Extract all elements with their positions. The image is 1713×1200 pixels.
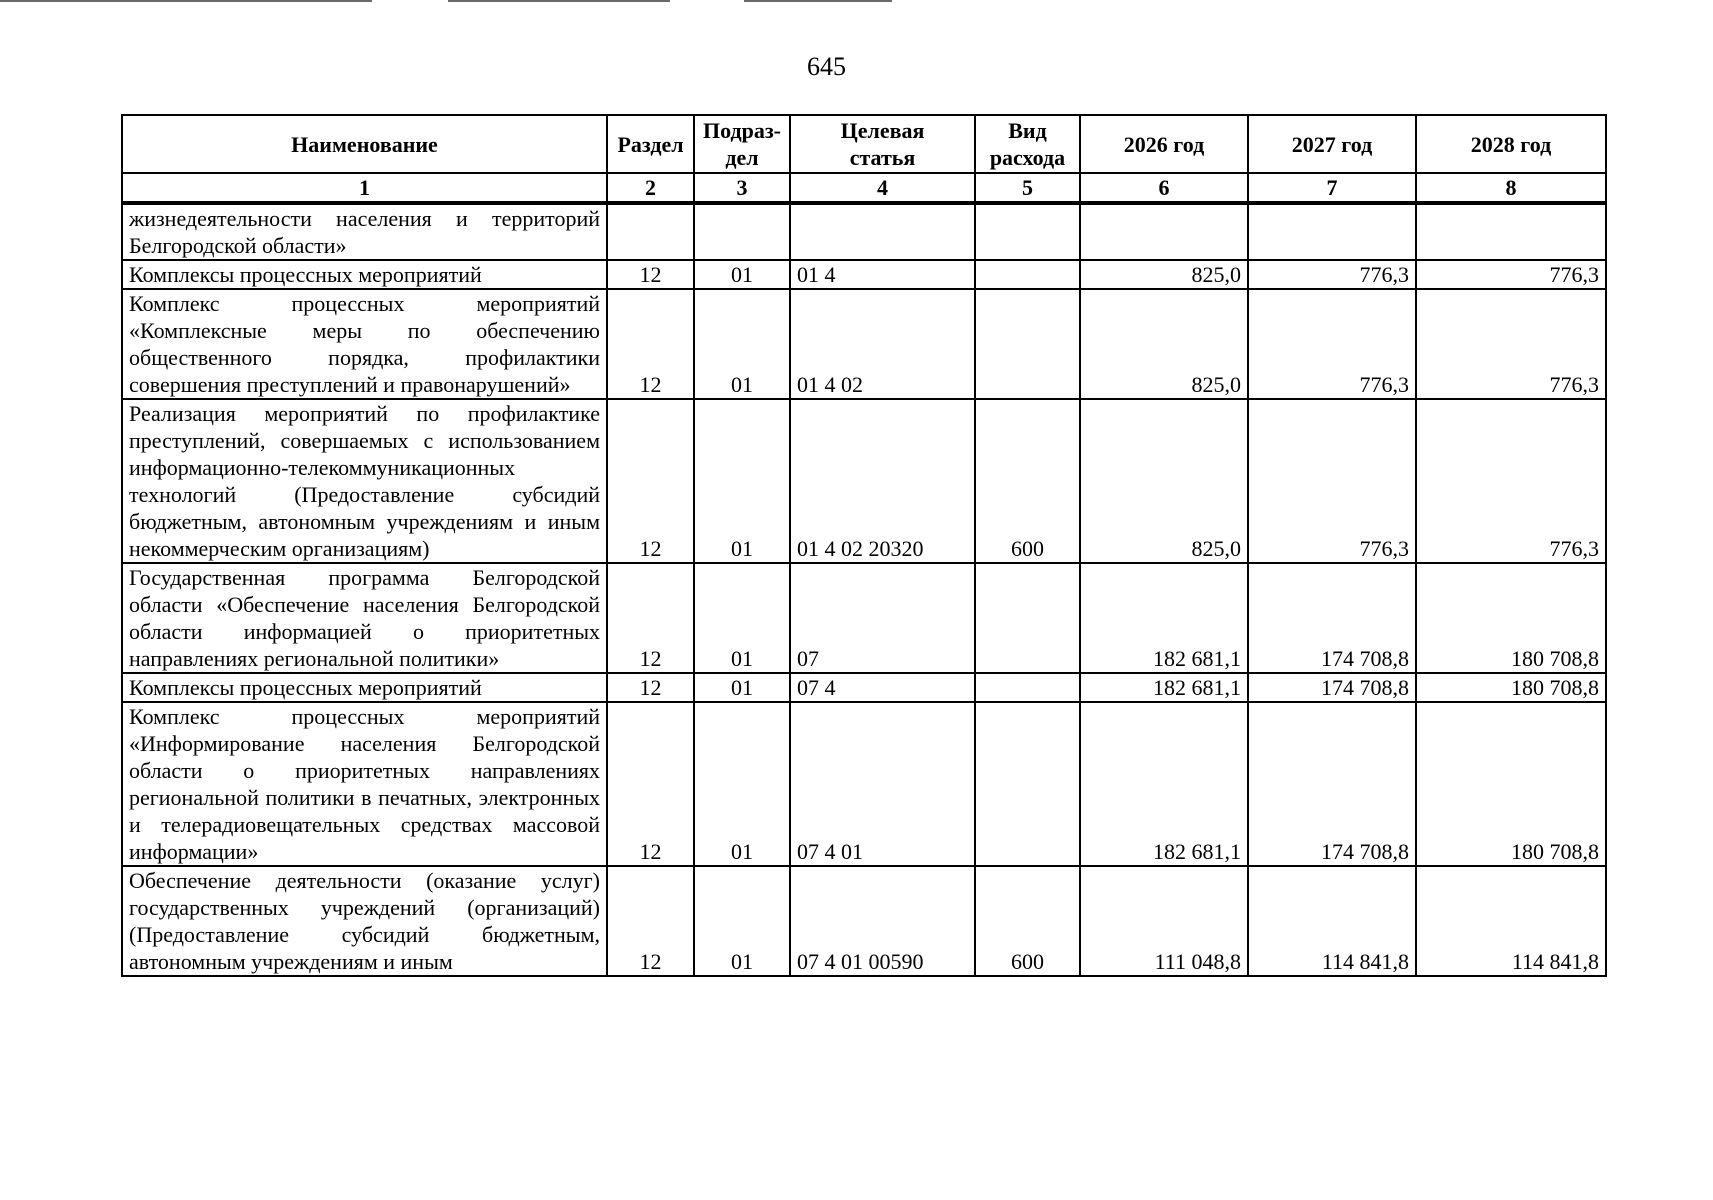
header-year-2028: 2028 год	[1416, 115, 1606, 173]
column-number: 3	[694, 173, 790, 203]
table-row	[122, 563, 1606, 673]
table-row	[122, 399, 1606, 563]
row-expense-type: 600	[975, 866, 1080, 976]
header-section: Раздел	[607, 115, 694, 173]
row-amount-2027: 776,3	[1248, 260, 1416, 289]
column-number: 4	[790, 173, 975, 203]
row-section	[607, 203, 694, 260]
row-amount-2026: 182 681,1	[1080, 673, 1248, 702]
column-number: 8	[1416, 173, 1606, 203]
row-name: Обеспечение деятельности (оказание услуг) государственных учреждений (организаций) (Предоставление субсидий бюджетным, автономным учреждениям и иным	[122, 866, 607, 976]
row-target-article: 07 4 01 00590	[790, 866, 975, 976]
row-subsection: 01	[694, 563, 790, 673]
row-name: Реализация мероприятий по профилактике преступлений, совершаемых с использованием информационно-телекоммуникационных технологий (Предоставление субсидий бюджетным, автономным учреждениям и иным некоммерческим организациям)	[122, 399, 607, 563]
row-subsection	[694, 203, 790, 260]
row-amount-2028	[1416, 203, 1606, 260]
row-amount-2026: 825,0	[1080, 260, 1248, 289]
table-row	[122, 702, 1606, 866]
row-name: Комплексы процессных мероприятий	[122, 260, 607, 289]
column-number: 7	[1248, 173, 1416, 203]
table-row	[122, 203, 1606, 260]
table-row	[122, 673, 1606, 702]
header-name: Наименование	[122, 115, 607, 173]
table-row	[122, 260, 1606, 289]
row-target-article	[790, 203, 975, 260]
row-subsection: 01	[694, 702, 790, 866]
row-subsection: 01	[694, 260, 790, 289]
row-section: 12	[607, 563, 694, 673]
row-subsection: 01	[694, 289, 790, 399]
header-year-2026: 2026 год	[1080, 115, 1248, 173]
row-target-article: 07 4	[790, 673, 975, 702]
page-number: 645	[807, 52, 846, 81]
row-subsection: 01	[694, 673, 790, 702]
row-amount-2028: 776,3	[1416, 260, 1606, 289]
scan-edge-line	[448, 0, 670, 2]
column-number: 2	[607, 173, 694, 203]
row-amount-2027: 174 708,8	[1248, 702, 1416, 866]
row-expense-type	[975, 702, 1080, 866]
row-amount-2028: 180 708,8	[1416, 702, 1606, 866]
row-expense-type	[975, 289, 1080, 399]
row-amount-2026: 182 681,1	[1080, 702, 1248, 866]
header-expense-type: Вид расхода	[975, 115, 1080, 173]
row-section: 12	[607, 702, 694, 866]
row-section: 12	[607, 289, 694, 399]
row-amount-2027	[1248, 203, 1416, 260]
row-amount-2026: 825,0	[1080, 399, 1248, 563]
row-name: жизнедеятельности населения и территорий Белгородской области»	[122, 203, 607, 260]
column-number: 6	[1080, 173, 1248, 203]
column-number: 5	[975, 173, 1080, 203]
column-number-row	[122, 173, 1606, 203]
header-target-article: Целевая статья	[790, 115, 975, 173]
row-target-article: 07	[790, 563, 975, 673]
row-amount-2027: 174 708,8	[1248, 563, 1416, 673]
row-expense-type	[975, 673, 1080, 702]
row-amount-2027: 776,3	[1248, 289, 1416, 399]
row-target-article: 01 4 02 20320	[790, 399, 975, 563]
row-name: Комплекс процессных мероприятий «Информирование населения Белгородской области о приоритетных направлениях региональной политики в печатных, электронных и телерадиовещательных средствах массовой информации»	[122, 702, 607, 866]
row-name: Комплекс процессных мероприятий «Комплексные меры по обеспечению общественного порядка, профилактики совершения преступлений и правонарушений»	[122, 289, 607, 399]
column-number: 1	[122, 173, 607, 203]
row-expense-type	[975, 203, 1080, 260]
header-subsection: Подраз- дел	[694, 115, 790, 173]
budget-table	[121, 114, 1607, 977]
row-amount-2026: 825,0	[1080, 289, 1248, 399]
row-target-article: 07 4 01	[790, 702, 975, 866]
row-section: 12	[607, 399, 694, 563]
header-year-2027: 2027 год	[1248, 115, 1416, 173]
row-name: Государственная программа Белгородской области «Обеспечение населения Белгородской области информацией о приоритетных направлениях региональной политики»	[122, 563, 607, 673]
table-row	[122, 866, 1606, 976]
row-amount-2028: 776,3	[1416, 399, 1606, 563]
row-expense-type	[975, 260, 1080, 289]
row-name: Комплексы процессных мероприятий	[122, 673, 607, 702]
row-target-article: 01 4	[790, 260, 975, 289]
row-amount-2026: 182 681,1	[1080, 563, 1248, 673]
header-row	[122, 115, 1606, 173]
table-row	[122, 289, 1606, 399]
row-subsection: 01	[694, 399, 790, 563]
row-amount-2026	[1080, 203, 1248, 260]
row-subsection: 01	[694, 866, 790, 976]
row-amount-2028: 114 841,8	[1416, 866, 1606, 976]
row-section: 12	[607, 866, 694, 976]
row-target-article: 01 4 02	[790, 289, 975, 399]
scan-edge-line	[0, 0, 372, 2]
row-expense-type	[975, 563, 1080, 673]
row-amount-2028: 180 708,8	[1416, 673, 1606, 702]
row-amount-2027: 174 708,8	[1248, 673, 1416, 702]
row-amount-2027: 776,3	[1248, 399, 1416, 563]
row-expense-type: 600	[975, 399, 1080, 563]
row-amount-2028: 776,3	[1416, 289, 1606, 399]
row-amount-2027: 114 841,8	[1248, 866, 1416, 976]
scan-edge-line	[744, 0, 892, 2]
row-amount-2026: 111 048,8	[1080, 866, 1248, 976]
row-section: 12	[607, 673, 694, 702]
row-amount-2028: 180 708,8	[1416, 563, 1606, 673]
row-section: 12	[607, 260, 694, 289]
